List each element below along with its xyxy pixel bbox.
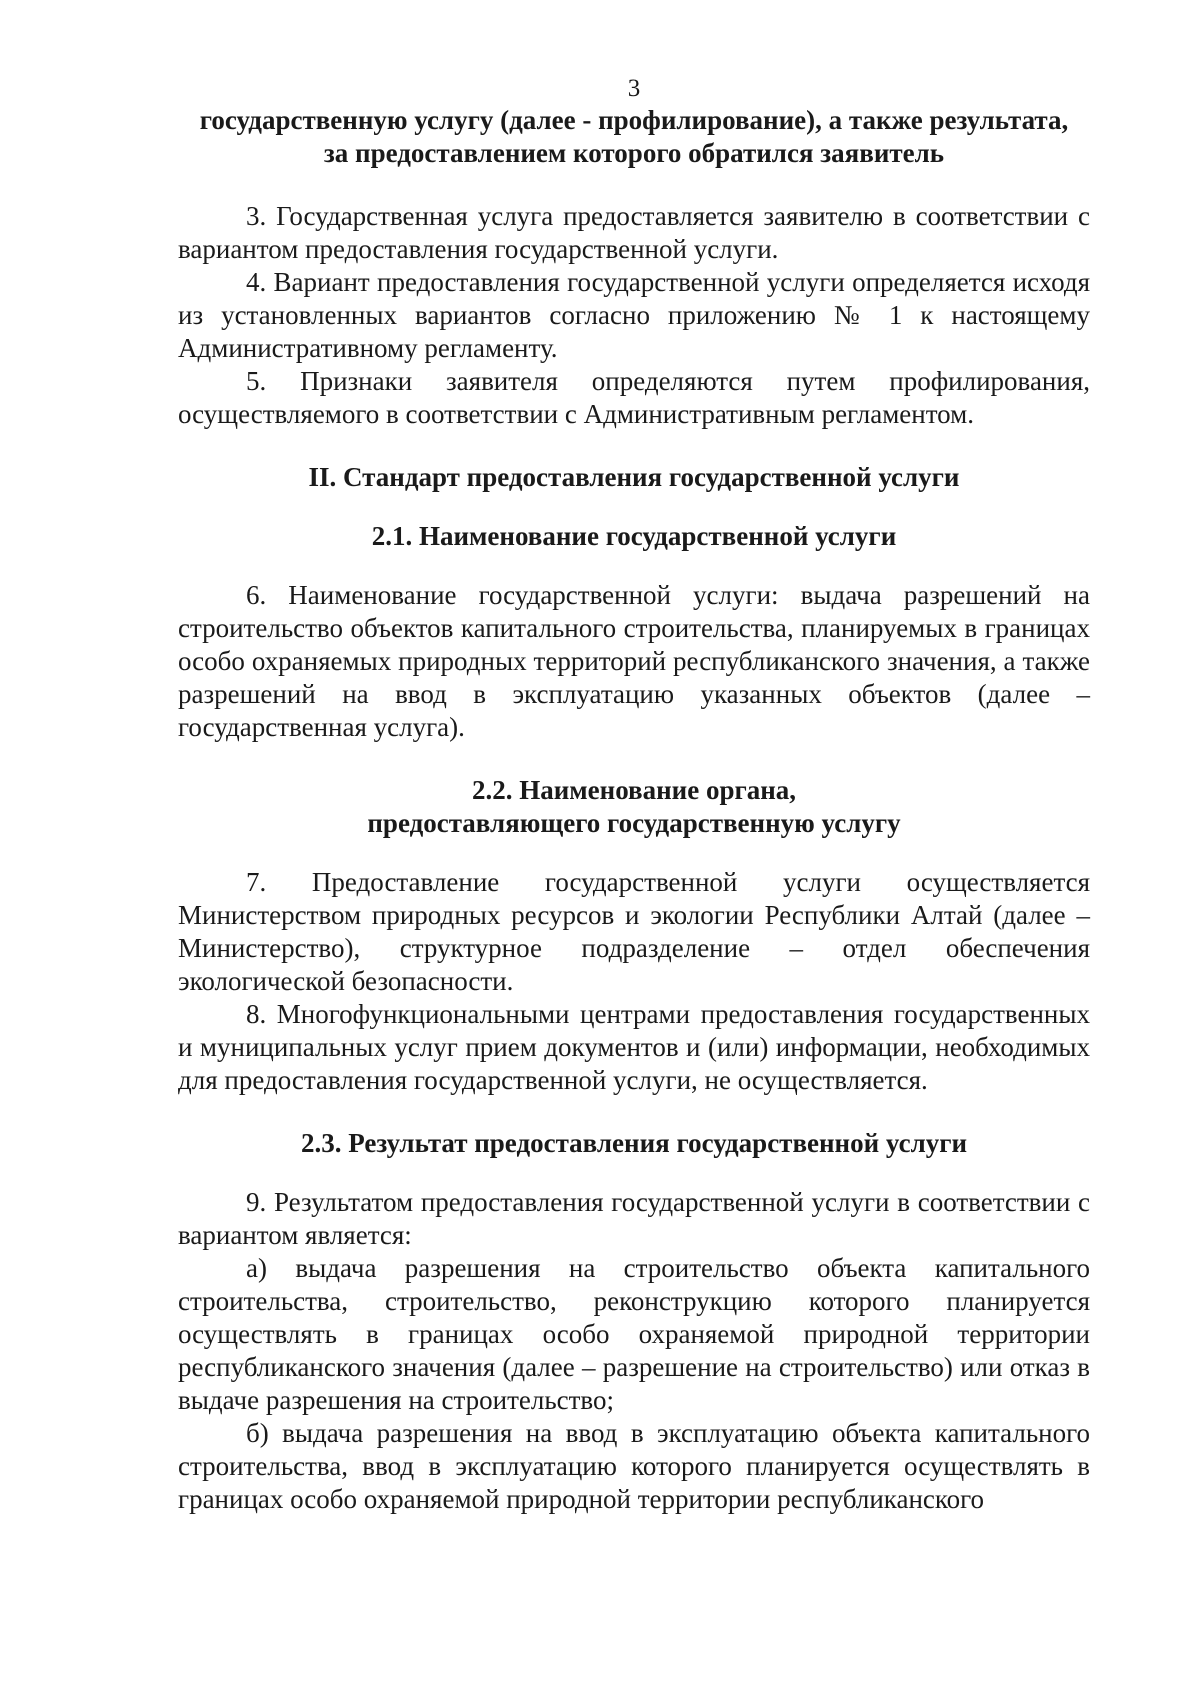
paragraph-4: 4. Вариант предоставления государственной услуги определяется исходя из установленных вариантов согласно приложению № 1 к настоящему Административному регламенту. bbox=[178, 267, 1090, 363]
subsection-2-3-heading: 2.3. Результат предоставления государственной услуги bbox=[300, 1128, 968, 1158]
intro-heading-line-1: государственную услугу (далее - профилирование), а также результата, bbox=[199, 105, 1069, 135]
subsection-2-2-heading-line-1: 2.2. Наименование органа, bbox=[471, 775, 797, 805]
subsection-2-2-heading bbox=[178, 774, 1090, 840]
subsection-2-1-heading: 2.1. Наименование государственной услуги bbox=[371, 521, 897, 551]
paragraph-3: 3. Государственная услуга предоставляется заявителю в соответствии с вариантом предоставления государственной услуги. bbox=[178, 201, 1090, 264]
paragraph-9: 9. Результатом предоставления государственной услуги в соответствии с вариантом является: bbox=[178, 1187, 1090, 1250]
subsection-2-2-heading-line-2: предоставляющего государственную услугу bbox=[367, 808, 901, 838]
list-item-a: а) выдача разрешения на строительство объекта капитального строительства, строительство, реконструкцию которого планируется осуществлять в границах особо охраняемой природной территории республиканского значения (далее – разрешение на строительство) или отказ в выдаче разрешения на строительство; bbox=[178, 1253, 1090, 1415]
intro-heading-line-2: за предоставлением которого обратился заявитель bbox=[323, 138, 945, 168]
paragraph-6: 6. Наименование государственной услуги: выдача разрешений на строительство объектов капитального строительства, планируемых в границах особо охраняемых природных территорий республиканского значения, а также разрешений на ввод в эксплуатацию указанных объектов (далее – государственная услуга). bbox=[178, 580, 1090, 742]
list-item-b: б) выдача разрешения на ввод в эксплуатацию объекта капитального строительства, ввод в эксплуатацию которого планируется осуществлять в границах особо охраняемой природной территории республиканского bbox=[178, 1418, 1090, 1514]
section-2-heading: II. Стандарт предоставления государственной услуги bbox=[308, 462, 960, 492]
page-number: 3 bbox=[627, 75, 641, 102]
paragraph-5: 5. Признаки заявителя определяются путем профилирования, осуществляемого в соответствии с Административным регламентом. bbox=[178, 366, 1090, 429]
paragraph-7: 7. Предоставление государственной услуги осуществляется Министерством природных ресурсов и экологии Республики Алтай (далее – Министерство), структурное подразделение – отдел обеспечения экологической безопасности. bbox=[178, 867, 1090, 996]
intro-heading bbox=[178, 104, 1090, 170]
paragraph-8: 8. Многофункциональными центрами предоставления государственных и муниципальных услуг прием документов и (или) информации, необходимых для предоставления государственной услуги, не осуществляется. bbox=[178, 999, 1090, 1095]
